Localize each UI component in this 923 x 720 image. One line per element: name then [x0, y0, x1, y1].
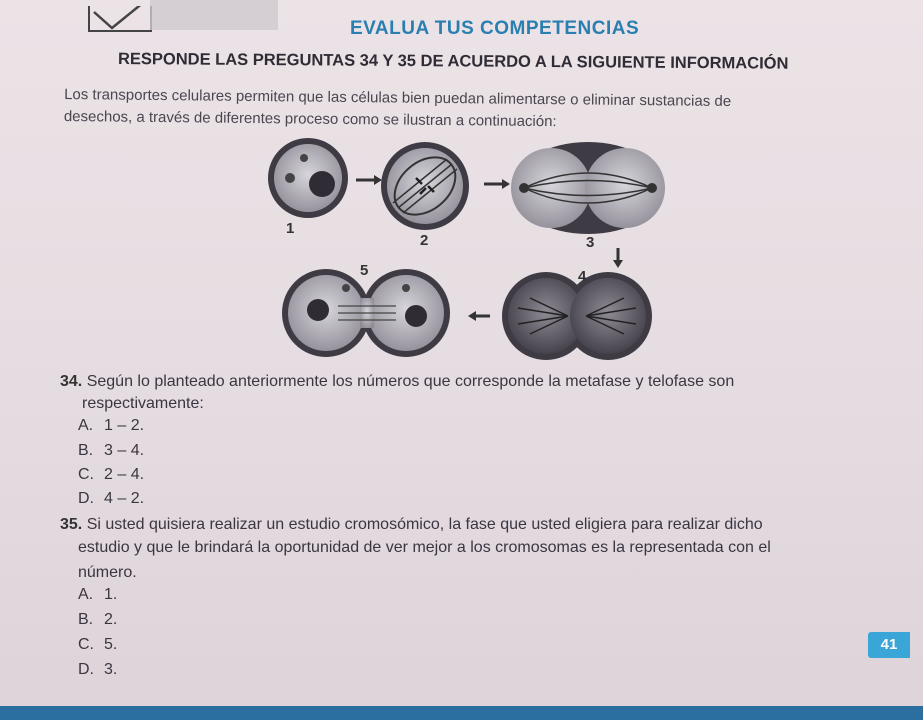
option-35-c[interactable]	[78, 636, 117, 654]
option-35-d[interactable]	[78, 661, 117, 679]
option-text: 2.	[104, 611, 118, 628]
question-text-continued: estudio y que le brindará la oportunidad de ver mejor a los cromosomas es la representada con el	[78, 539, 771, 556]
question-text: Según lo planteado anteriormente los números que corresponde la metafase y telofase son	[86, 373, 735, 390]
figure-label-2: 2	[420, 232, 429, 249]
arrow-right-icon	[484, 179, 510, 189]
option-letter: A.	[78, 586, 94, 603]
mitosis-diagram-svg	[268, 138, 668, 370]
option-letter: D.	[78, 661, 94, 678]
option-text: 1.	[104, 586, 118, 603]
option-34-c[interactable]	[78, 466, 144, 484]
cell-stage-2	[381, 142, 469, 230]
page-title: EVALUA TUS COMPETENCIAS	[350, 18, 640, 39]
intro-line: desechos, a través de diferentes proceso como se ilustran a continuación:	[63, 107, 557, 131]
page-bottom-bar	[0, 706, 923, 720]
option-letter: A.	[78, 417, 94, 434]
question-35	[60, 514, 860, 535]
option-34-d[interactable]	[78, 490, 144, 508]
question-text-continued: respectivamente:	[82, 395, 204, 412]
option-34-a[interactable]	[78, 417, 144, 435]
cell-stage-4	[502, 272, 652, 360]
section-subtitle: RESPONDE LAS PREGUNTAS 34 Y 35 DE ACUERDO A LA SIGUIENTE INFORMACIÓN	[117, 50, 789, 73]
option-text: 1 – 2.	[104, 417, 145, 434]
option-letter: C.	[78, 466, 94, 483]
option-text: 3.	[104, 661, 118, 678]
arrow-right-icon	[356, 175, 382, 185]
question-number: 34.	[60, 373, 83, 390]
arrow-down-icon	[613, 248, 623, 268]
question-text: Si usted quisiera realizar un estudio cromosómico, la fase que usted eligiera para realizar dicho	[86, 516, 763, 533]
figure-label-5: 5	[360, 262, 369, 279]
mitosis-diagram	[268, 138, 668, 370]
question-34	[60, 371, 860, 392]
option-text: 5.	[104, 636, 118, 653]
option-letter: B.	[78, 611, 94, 628]
figure-label-4: 4	[578, 268, 587, 285]
option-text: 4 – 2.	[104, 490, 145, 507]
cell-stage-1	[268, 138, 348, 218]
intro-paragraph	[64, 84, 844, 136]
cell-stage-5	[282, 269, 450, 357]
intro-line: Los transportes celulares permiten que las células bien puedan alimentarse o eliminar sustancias de	[64, 86, 732, 110]
option-35-a[interactable]	[78, 586, 117, 604]
question-number: 35.	[60, 516, 83, 533]
page-number-badge: 41	[868, 632, 910, 658]
option-34-b[interactable]	[78, 442, 144, 460]
option-letter: D.	[78, 490, 94, 507]
option-text: 2 – 4.	[104, 466, 145, 483]
header-decoration	[150, 0, 278, 30]
arrow-left-icon	[468, 311, 490, 321]
figure-label-3: 3	[586, 234, 595, 251]
figure-label-1: 1	[286, 220, 295, 237]
question-text-continued: número.	[78, 564, 137, 581]
cell-stage-3	[511, 142, 665, 234]
option-letter: B.	[78, 442, 94, 459]
option-35-b[interactable]	[78, 611, 117, 629]
checkmark-icon	[88, 6, 152, 32]
option-text: 3 – 4.	[104, 442, 145, 459]
option-letter: C.	[78, 636, 94, 653]
